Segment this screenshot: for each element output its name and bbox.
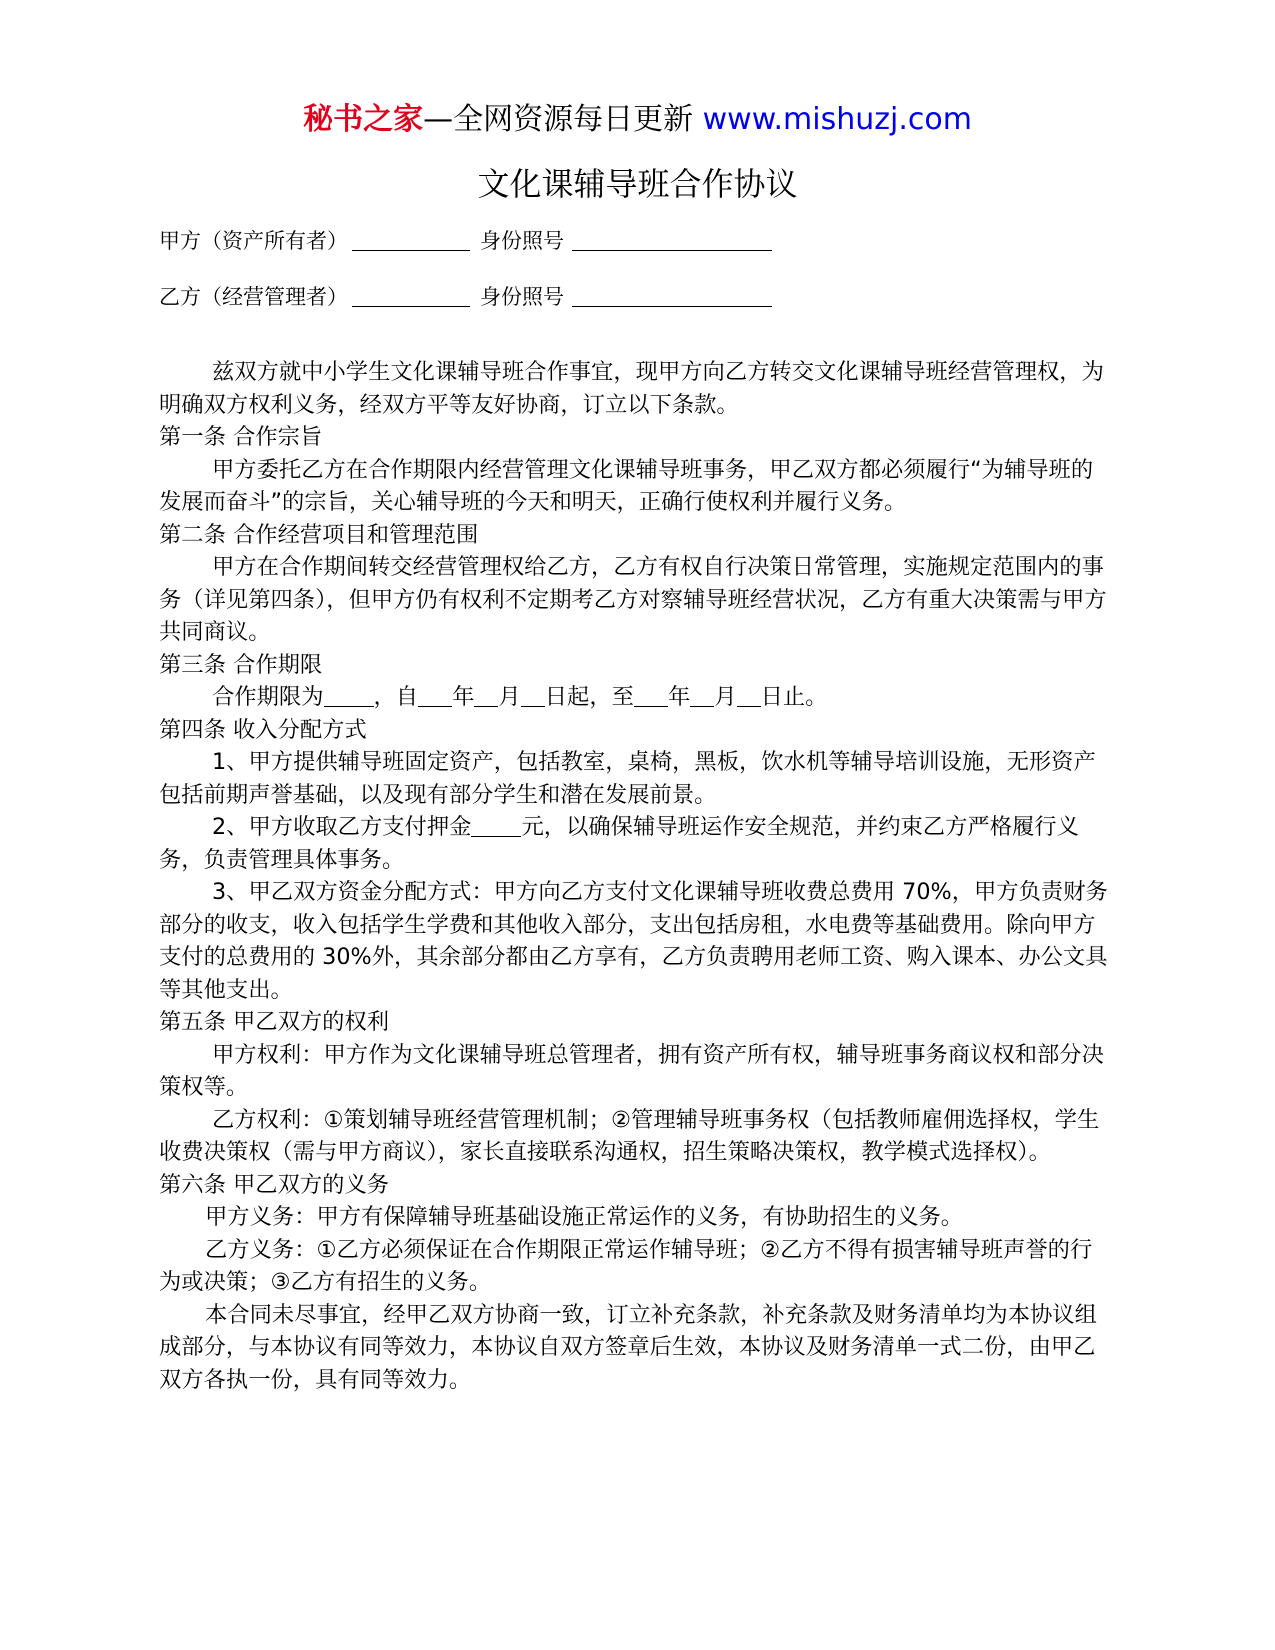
article-6-heading: 第六条 甲乙双方的义务: [159, 1171, 390, 1198]
term-label: 合作期限为: [212, 684, 324, 710]
party-b-id-label: 身份照号: [480, 285, 564, 309]
article-3-term-line: [159, 681, 1109, 714]
brand-name: 秘书之家: [303, 102, 424, 137]
party-a-name-blank: [352, 228, 470, 251]
party-b-name-blank: [352, 284, 470, 307]
party-b-line: [159, 282, 772, 312]
deposit-label: 2、甲方收取乙方支付押金: [212, 814, 472, 840]
term-from: ，自: [373, 684, 419, 710]
start-year-blank: [418, 682, 452, 707]
month-label-2: 月: [714, 684, 737, 710]
end-month-blank: [690, 682, 714, 707]
article-4-heading: 第四条 收入分配方式: [159, 716, 367, 743]
year-label-2: 年: [667, 684, 691, 710]
document-title: 文化课辅导班合作协议: [477, 165, 798, 203]
party-a-duties: 甲方义务：甲方有保障辅导班基础设施正常运作的义务，有协助招生的义务。: [205, 1204, 964, 1230]
article-3-heading: 第三条 合作期限: [159, 651, 323, 678]
term-to: 日起，至: [544, 684, 634, 710]
party-a-id-label: 身份照号: [480, 229, 564, 253]
banner-slogan: —全网资源每日更新: [423, 102, 694, 137]
banner-url-link[interactable]: www.mishuzj.com: [702, 102, 972, 137]
document-body: [159, 356, 1109, 1396]
end-year-blank: [634, 682, 668, 707]
deposit-text: 元，以确保辅导班运作安全规范，并约束乙方严格履行义务，负责管理具体事务。: [159, 814, 1079, 873]
article-4-item-1: 1、甲方提供辅导班固定资产，包括教室，桌椅，黑板，饮水机等辅导培训设施，无形资产包括前期声誉基础，以及现有部分学生和潜在发展前景。: [159, 749, 1096, 808]
article-2-text: 甲方在合作期间转交经营管理权给乙方，乙方有权自行决策日常管理，实施规定范围内的事务（详见第四条），但甲方仍有权利不定期考乙方对察辅导班经营状况，乙方有重大决策需与甲方共同商议。: [159, 554, 1107, 645]
start-month-blank: [474, 682, 498, 707]
article-5-heading: 第五条 甲乙双方的权利: [159, 1009, 390, 1035]
term-end: 日止。: [760, 684, 828, 710]
party-a-id-blank: [572, 228, 772, 251]
party-b-rights: 乙方权利：①策划辅导班经营管理机制；②管理辅导班事务权（包括教师雇佣选择权，学生收费决策权（需与甲方商议），家长直接联系沟通权，招生策略决策权，教学模式选择权）。: [159, 1106, 1100, 1165]
party-b-id-blank: [572, 284, 772, 307]
party-b-label: 乙方（经营管理者）: [159, 285, 348, 309]
closing-paragraph: 本合同未尽事宜，经甲乙双方协商一致，订立补充条款，补充条款及财务清单均为本协议组成部分，与本协议有同等效力，本协议自双方签章后生效，本协议及财务清单一式二份，由甲乙双方各执一份，具有同等效力。: [159, 1301, 1097, 1393]
party-a-label: 甲方（资产所有者）: [159, 229, 348, 253]
article-1-heading: 第一条 合作宗旨: [159, 424, 323, 450]
article-4-item-2: [159, 811, 1109, 876]
end-day-blank: [737, 682, 761, 707]
term-blank: [324, 682, 374, 707]
article-1-text: 甲方委托乙方在合作期限内经营管理文化课辅导班事务，甲乙双方都必须履行“为辅导班的发展而奋斗”的宗旨，关心辅导班的今天和明天，正确行使权利并履行义务。: [159, 456, 1094, 515]
article-4-item-3: 3、甲乙双方资金分配方式：甲方向乙方支付文化课辅导班收费总费用 70%，甲方负责财务部分的收支，收入包括学生学费和其他收入部分，支出包括房租，水电费等基础费用。除向甲方支付的总费用的 30%外，其余部分都由乙方享有，乙方负责聘用老师工资、购入课本、办公文具等其他支出。: [159, 879, 1108, 1003]
article-2-heading: 第二条 合作经营项目和管理范围: [159, 521, 479, 548]
intro-paragraph: 兹双方就中小学生文化课辅导班合作事宜，现甲方向乙方转交文化课辅导班经营管理权，为明确双方权利义务，经双方平等友好协商，订立以下条款。: [159, 359, 1104, 418]
site-banner: [0, 100, 1275, 140]
deposit-blank: [471, 812, 521, 837]
party-a-line: [159, 226, 772, 256]
month-label: 月: [498, 684, 521, 710]
party-b-duties: 乙方义务：①乙方必须保证在合作期限正常运作辅导班；②乙方不得有损害辅导班声誉的行为或决策；③乙方有招生的义务。: [159, 1236, 1093, 1295]
year-label: 年: [452, 684, 475, 710]
party-a-rights: 甲方权利：甲方作为文化课辅导班总管理者，拥有资产所有权，辅导班事务商议权和部分决策权等。: [159, 1041, 1104, 1100]
start-day-blank: [521, 682, 545, 707]
